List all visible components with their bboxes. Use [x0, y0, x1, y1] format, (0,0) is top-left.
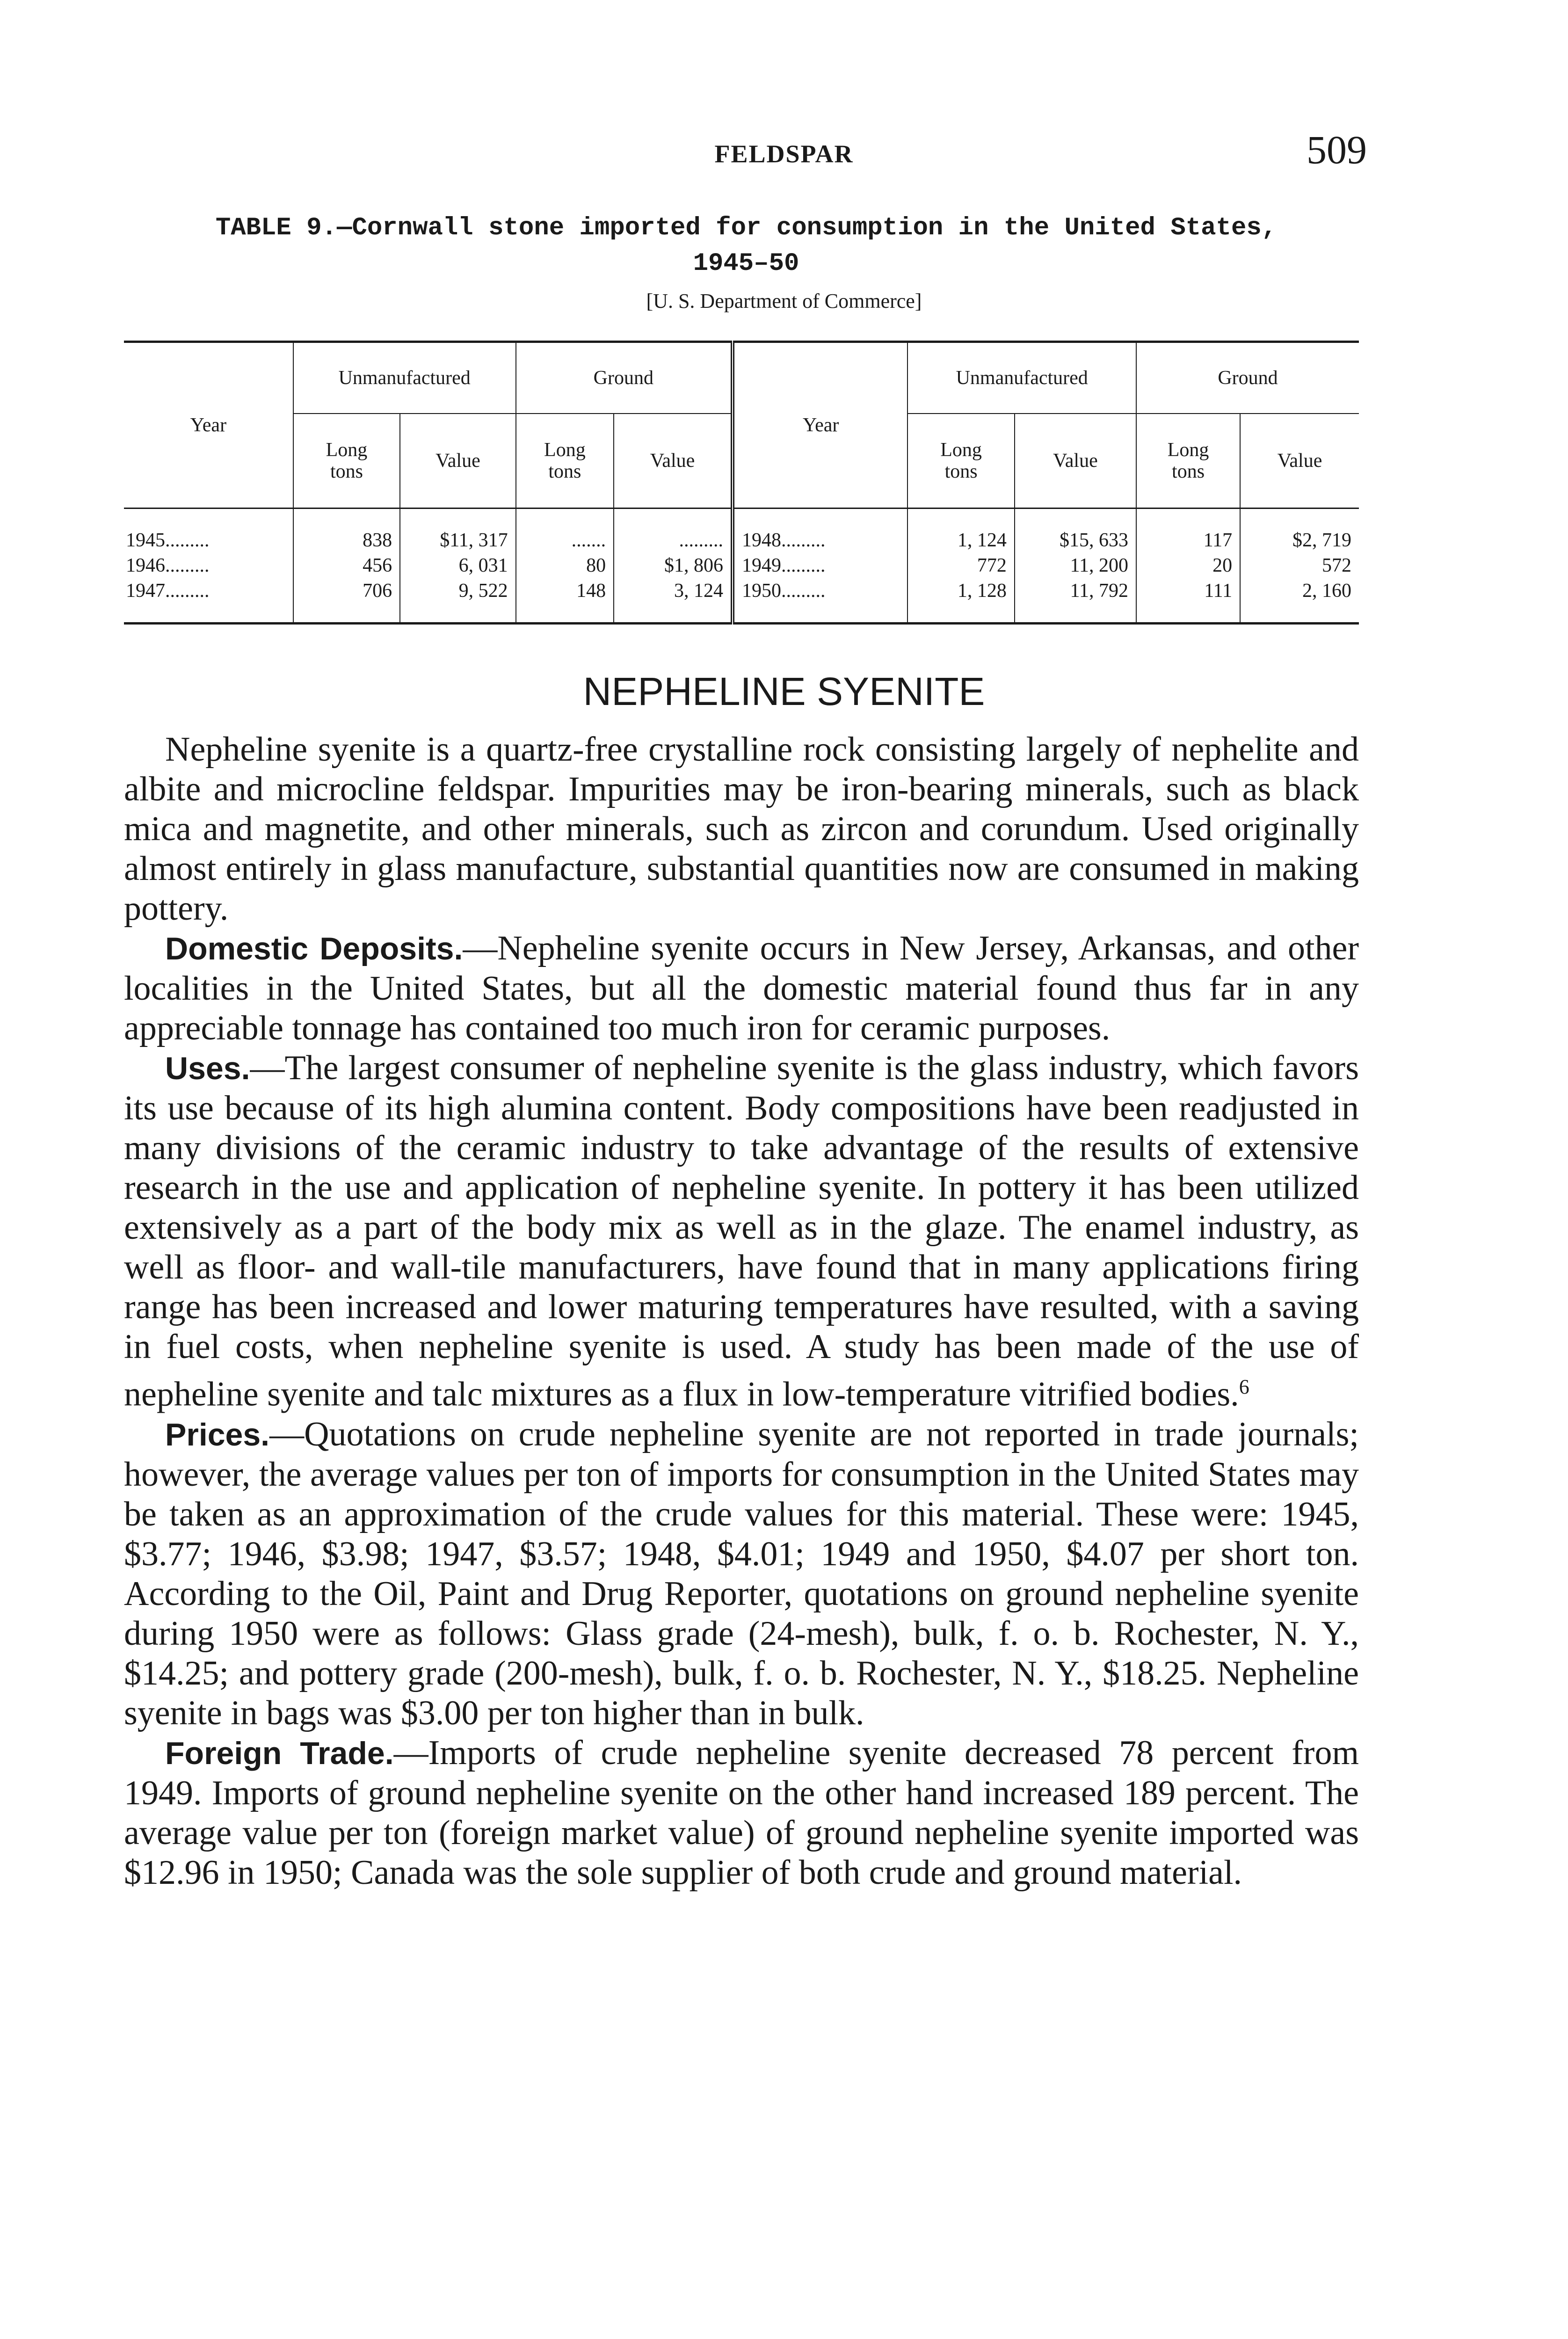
data-table [124, 341, 1359, 625]
year-cell: 1945......... [126, 530, 210, 551]
year-cell: 1947......... [126, 580, 210, 602]
header-long-tons: Long tons [907, 414, 1014, 508]
tons-cell: 111 [1136, 578, 1240, 624]
header-long-tons: Long tons [293, 414, 400, 508]
tons-cell: 838 [293, 528, 400, 553]
value-cell: 3, 124 [614, 578, 733, 624]
run-in-heading: Prices. [165, 1416, 270, 1453]
header-ground-left: Ground [516, 342, 733, 414]
tons-cell: 706 [293, 578, 400, 624]
import-table [124, 341, 1359, 625]
tons-cell: 1, 124 [907, 528, 1014, 553]
table-row [124, 553, 1359, 578]
value-cell: 9, 522 [400, 578, 516, 624]
uses-paragraph: Uses.—The largest consumer of nepheline syenite is the glass industry, which favors its use because of its high alumina content. Body compositions have been readjusted in many divisions of the ceramic industry to take advantage of the results of extensive research in the use and application of nepheline syenite. In pottery it has been utilized extensively as a part of the body mix as well as in the glaze. The enamel industry, as well as floor- and wall-tile manufacturers, have found that in many applications firing range has been increased and lower maturing temperatures have resulted, with a saving in fuel costs, when nepheline syenite is used. A study has been made of the use of nepheline syenite and talc mixtures as a flux in low-temperature vitrified bodies.$^6$ [124, 1049, 1359, 1414]
header-ground-right: Ground [1136, 342, 1359, 414]
table-title-line-2: 1945–50 [693, 249, 799, 278]
header-value: Value [400, 414, 516, 508]
value-cell: $1, 806 [614, 553, 733, 578]
header-unmanufactured-right: Unmanufactured [907, 342, 1136, 414]
year-cell: 1950......... [733, 578, 907, 624]
value-cell: 11, 200 [1015, 553, 1136, 578]
value-cell: $15, 633 [1015, 528, 1136, 553]
page-number: 509 [1307, 127, 1367, 172]
run-in-heading: Uses. [165, 1051, 250, 1086]
run-in-heading: Foreign Trade. [165, 1735, 394, 1771]
run-in-heading: Domestic Deposits. [165, 931, 463, 966]
value-cell: 6, 031 [400, 553, 516, 578]
header-year-left: Year [124, 342, 293, 508]
header-long-tons: Long tons [1136, 414, 1240, 508]
tons-cell: 117 [1136, 528, 1240, 553]
header-value: Value [614, 414, 733, 508]
running-head [0, 126, 1568, 173]
foreign-trade-paragraph: Foreign Trade.—Imports of crude nepheline syenite decreased 78 percent from 1949. Imports of ground nepheline syenite on the other hand increased 189 percent. The average value per ton (foreign market value) of ground nepheline syenite imported was $12.96 in 1950; Canada was the sole supplier of both crude and ground material. [124, 1733, 1359, 1892]
running-title: FELDSPAR [714, 140, 854, 168]
header-value: Value [1240, 414, 1359, 508]
section-heading: NEPHELINE SYENITE [583, 669, 985, 713]
tons-cell: ....... [516, 528, 614, 553]
value-cell: $11, 317 [400, 528, 516, 553]
tons-cell: 1, 128 [907, 578, 1014, 624]
body-text [124, 730, 1359, 1893]
header-value: Value [1015, 414, 1136, 508]
table-row [124, 578, 1359, 624]
header-year-right: Year [733, 342, 907, 508]
tons-cell: 148 [516, 578, 614, 624]
footnote-reference[interactable]: 6 [1239, 1375, 1249, 1398]
tons-cell: 772 [907, 553, 1014, 578]
prices-paragraph: Prices.—Quotations on crude nepheline syenite are not reported in trade journals; however, the average values per ton of imports for consumption in the United States may be taken as an approximation of the crude values for this material. These were: 1945, $3.77; 1946, $3.98; 1947, $3.57; 1948, $4.01; 1949 and 1950, $4.07 per short ton. According to the Oil, Paint and Drug Reporter, quotations on ground nepheline syenite during 1950 were as follows: Glass grade (24-mesh), bulk, f. o. b. Rochester, N. Y., $14.25; and pottery grade (200-mesh), bulk, f. o. b. Rochester, N. Y., $18.25. Nepheline syenite in bags was $3.00 per ton higher than in bulk. [124, 1415, 1359, 1732]
year-cell: 1946......... [126, 555, 210, 576]
table-source: [U. S. Department of Commerce] [646, 290, 922, 312]
table-title-line-1: TABLE 9.—Cornwall stone imported for consumption in the United States, [215, 214, 1277, 242]
table-title [136, 211, 1357, 282]
value-cell: $2, 719 [1240, 528, 1359, 553]
header-unmanufactured-left: Unmanufactured [293, 342, 516, 414]
value-cell: 2, 160 [1240, 578, 1359, 624]
table-row [124, 528, 1359, 553]
value-cell: 572 [1240, 553, 1359, 578]
year-cell: 1948......... [733, 528, 907, 553]
tons-cell: 456 [293, 553, 400, 578]
header-long-tons: Long tons [516, 414, 614, 508]
tons-cell: 80 [516, 553, 614, 578]
value-cell: ......... [614, 528, 733, 553]
value-cell: 11, 792 [1015, 578, 1136, 624]
intro-paragraph: Nepheline syenite is a quartz-free crystalline rock consisting largely of nephelite and albite and microcline feldspar. Impurities may be iron-bearing minerals, such as black mica and magnetite, and other minerals, such as zircon and corundum. Used originally almost entirely in glass manufacture, substantial quantities now are consumed in making pottery. [124, 730, 1359, 928]
tons-cell: 20 [1136, 553, 1240, 578]
year-cell: 1949......... [733, 553, 907, 578]
domestic-deposits-paragraph: Domestic Deposits.—Nepheline syenite occurs in New Jersey, Arkansas, and other localities in the United States, but all the domestic material found thus far in any appreciable tonnage has contained too much iron for ceramic purposes. [124, 929, 1359, 1047]
